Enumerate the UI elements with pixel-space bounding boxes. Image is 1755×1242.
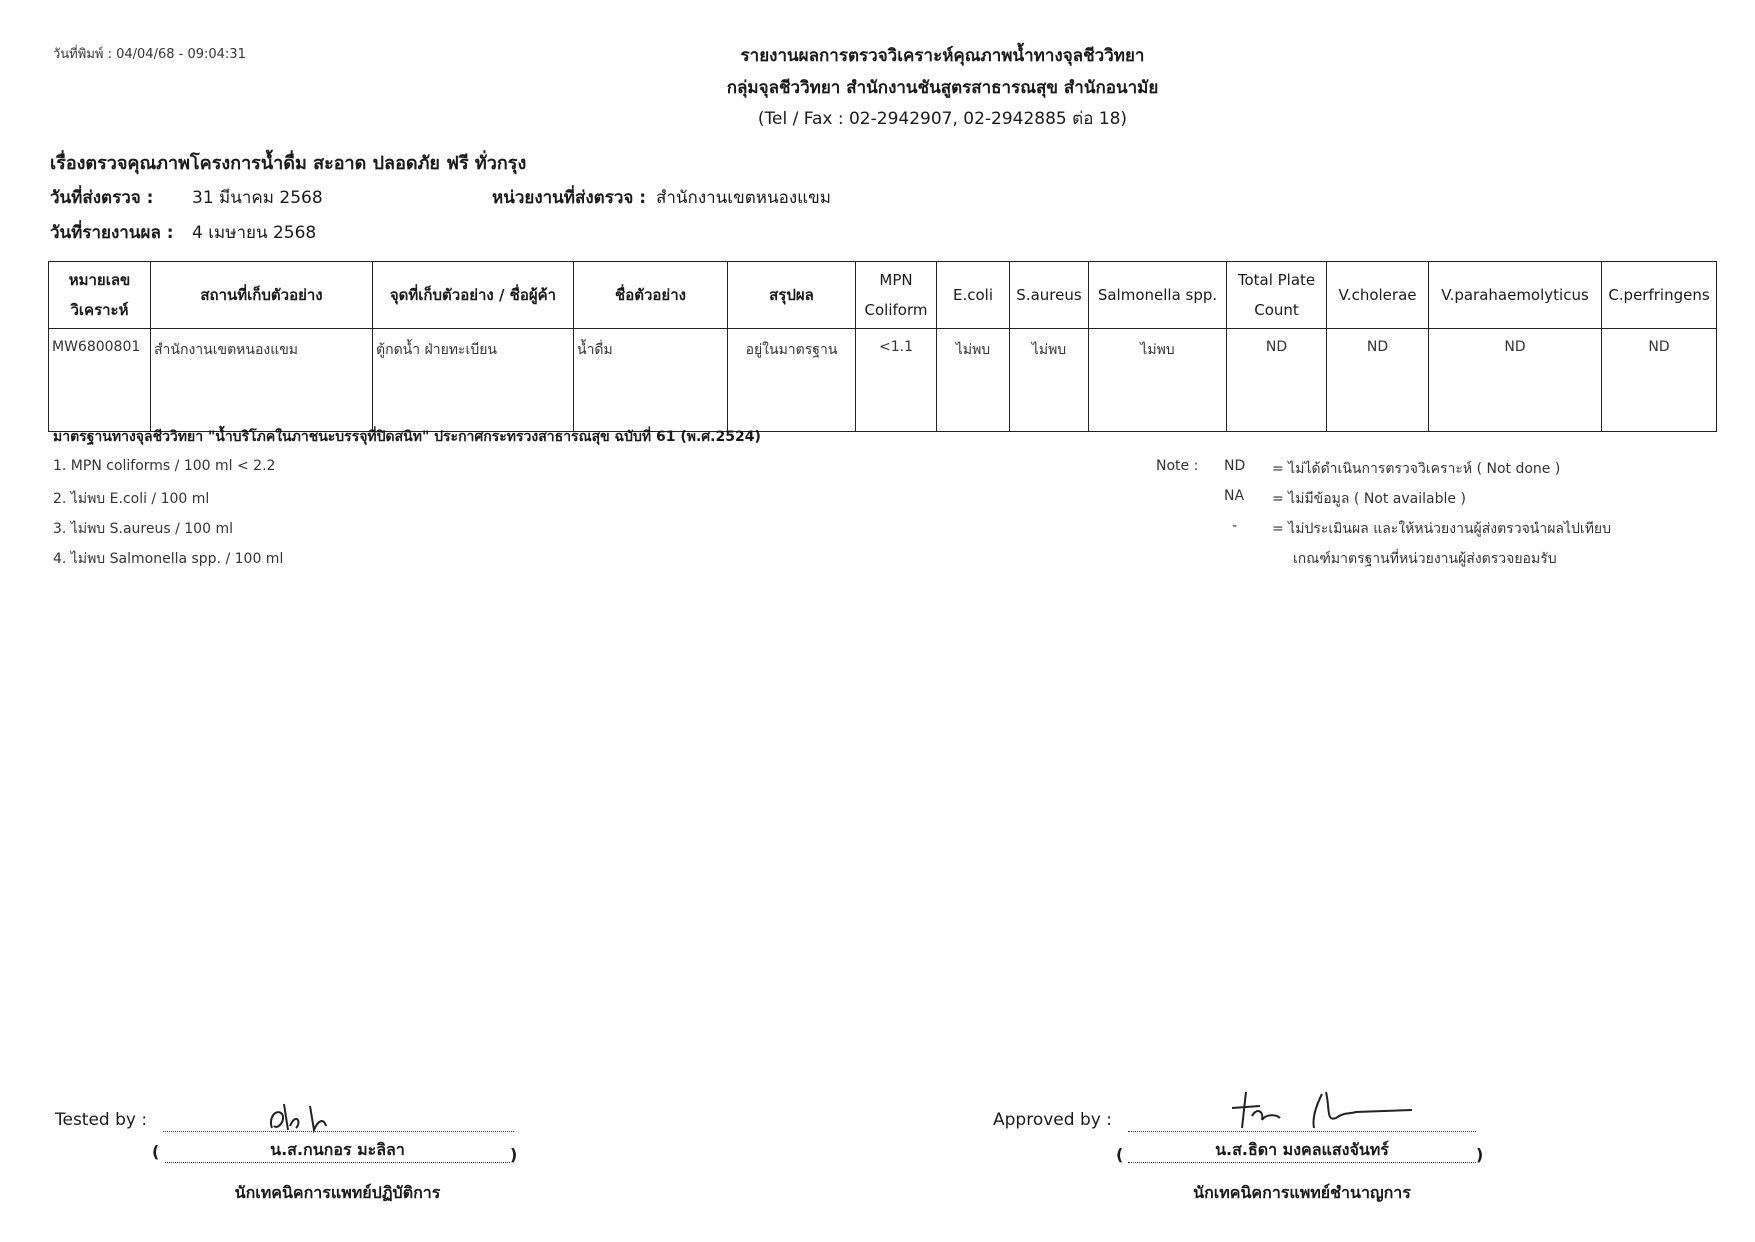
- header-salmonella: Salmonella spp.: [1089, 262, 1227, 329]
- report-date-value: 4 เมษายน 2568: [192, 223, 317, 243]
- note-label: Note :: [1156, 458, 1199, 474]
- report-subject: เรื่องตรวจคุณภาพโครงการน้ำดื่ม สะอาด ปลอดภัย ฟรี ทั่วกรุง: [50, 153, 527, 174]
- approved-paren-open: (: [1116, 1145, 1124, 1164]
- approved-by-label: Approved by :: [993, 1110, 1112, 1130]
- cell-location: สำนักงานเขตหนองแขม: [151, 329, 373, 432]
- tested-by-name: น.ส.กนกอร มะลิลา: [270, 1140, 405, 1159]
- header-mpn-coliform: MPN Coliform: [856, 262, 937, 329]
- cell-cperfringens: ND: [1602, 329, 1717, 432]
- cell-ecoli: ไม่พบ: [937, 329, 1010, 432]
- tested-by-title: นักเทคนิคการแพทย์ปฏิบัติการ: [234, 1183, 441, 1202]
- tested-by-label: Tested by :: [55, 1110, 148, 1130]
- cell-collection-point: ตู้กดน้ำ ฝ่ายทะเบียน: [373, 329, 574, 432]
- cell-analysis-id: MW6800801: [49, 329, 151, 432]
- header-analysis-id: หมายเลข วิเคราะห์: [49, 262, 151, 329]
- approved-signature: [1226, 1088, 1416, 1134]
- header-collection-point: จุดที่เก็บตัวอย่าง / ชื่อผู้ค้า: [373, 262, 574, 329]
- header-saureus: S.aureus: [1010, 262, 1089, 329]
- table-header-row: [49, 262, 1717, 329]
- note-nd-text: = ไม่ได้ดำเนินการตรวจวิเคราะห์ ( Not done ): [1272, 461, 1561, 477]
- tested-signature: [262, 1100, 352, 1136]
- note-dash-text-cont: เกณฑ์มาตรฐานที่หน่วยงานผู้ส่งตรวจยอมรับ: [1293, 551, 1557, 567]
- standard-item: 1. MPN coliforms / 100 ml < 2.2: [53, 458, 276, 474]
- standards-title: มาตรฐานทางจุลชีววิทยา "น้ำบริโภคในภาชนะบรรจุที่ปิดสนิท" ประกาศกระทรวงสาธารณสุข ฉบับที่ 61 (พ.ศ.2524): [53, 429, 761, 445]
- header-sample-name: ชื่อตัวอย่าง: [574, 262, 728, 329]
- cell-total-plate-count: ND: [1227, 329, 1327, 432]
- standard-item: 3. ไม่พบ S.aureus / 100 ml: [53, 521, 233, 537]
- standard-item: 2. ไม่พบ E.coli / 100 ml: [53, 491, 210, 507]
- header-ecoli: E.coli: [937, 262, 1010, 329]
- approved-by-title: นักเทคนิคการแพทย์ชำนาญการ: [1193, 1183, 1411, 1202]
- cell-mpn-coliform: <1.1: [856, 329, 937, 432]
- cell-summary: อยู่ในมาตรฐาน: [728, 329, 856, 432]
- note-na-text: = ไม่มีข้อมูล ( Not available ): [1272, 491, 1466, 507]
- cell-vcholerae: ND: [1327, 329, 1429, 432]
- sent-date-value: 31 มีนาคม 2568: [192, 188, 323, 208]
- report-title: รายงานผลการตรวจวิเคราะห์คุณภาพน้ำทางจุลชีววิทยา: [740, 46, 1145, 66]
- cell-sample-name: น้ำดื่ม: [574, 329, 728, 432]
- cell-salmonella: ไม่พบ: [1089, 329, 1227, 432]
- note-nd-code: ND: [1224, 458, 1246, 474]
- header-vcholerae: V.cholerae: [1327, 262, 1429, 329]
- header-summary: สรุปผล: [728, 262, 856, 329]
- header-cperfringens: C.perfringens: [1602, 262, 1717, 329]
- report-contact: (Tel / Fax : 02-2942907, 02-2942885 ต่อ 18): [757, 109, 1128, 129]
- tested-paren-close: ): [510, 1145, 518, 1164]
- header-total-plate-count: Total Plate Count: [1227, 262, 1327, 329]
- results-table: [48, 261, 1717, 432]
- note-dash-text: = ไม่ประเมินผล และให้หน่วยงานผู้ส่งตรวจนำผลไปเทียบ: [1272, 521, 1612, 537]
- tested-paren-open: (: [152, 1142, 160, 1161]
- note-dash-code: -: [1232, 518, 1238, 534]
- approved-paren-close: ): [1476, 1145, 1484, 1164]
- cell-vparahaemolyticus: ND: [1429, 329, 1602, 432]
- report-department: กลุ่มจุลชีววิทยา สำนักงานชันสูตรสาธารณสุข สำนักอนามัย: [726, 78, 1159, 98]
- header-vparahaemolyticus: V.parahaemolyticus: [1429, 262, 1602, 329]
- sent-date-label: วันที่ส่งตรวจ :: [50, 188, 154, 208]
- table-row: [49, 329, 1717, 432]
- agency-label: หน่วยงานที่ส่งตรวจ :: [492, 188, 647, 208]
- note-na-code: NA: [1224, 488, 1245, 504]
- approved-by-name: น.ส.ธิดา มงคลแสงจันทร์: [1215, 1140, 1389, 1159]
- standard-item: 4. ไม่พบ Salmonella spp. / 100 ml: [53, 551, 284, 567]
- header-location: สถานที่เก็บตัวอย่าง: [151, 262, 373, 329]
- print-date: วันที่พิมพ์ : 04/04/68 - 09:04:31: [53, 47, 246, 62]
- agency-value: สำนักงานเขตหนองแขม: [656, 188, 831, 208]
- cell-saureus: ไม่พบ: [1010, 329, 1089, 432]
- report-date-label: วันที่รายงานผล :: [50, 223, 174, 243]
